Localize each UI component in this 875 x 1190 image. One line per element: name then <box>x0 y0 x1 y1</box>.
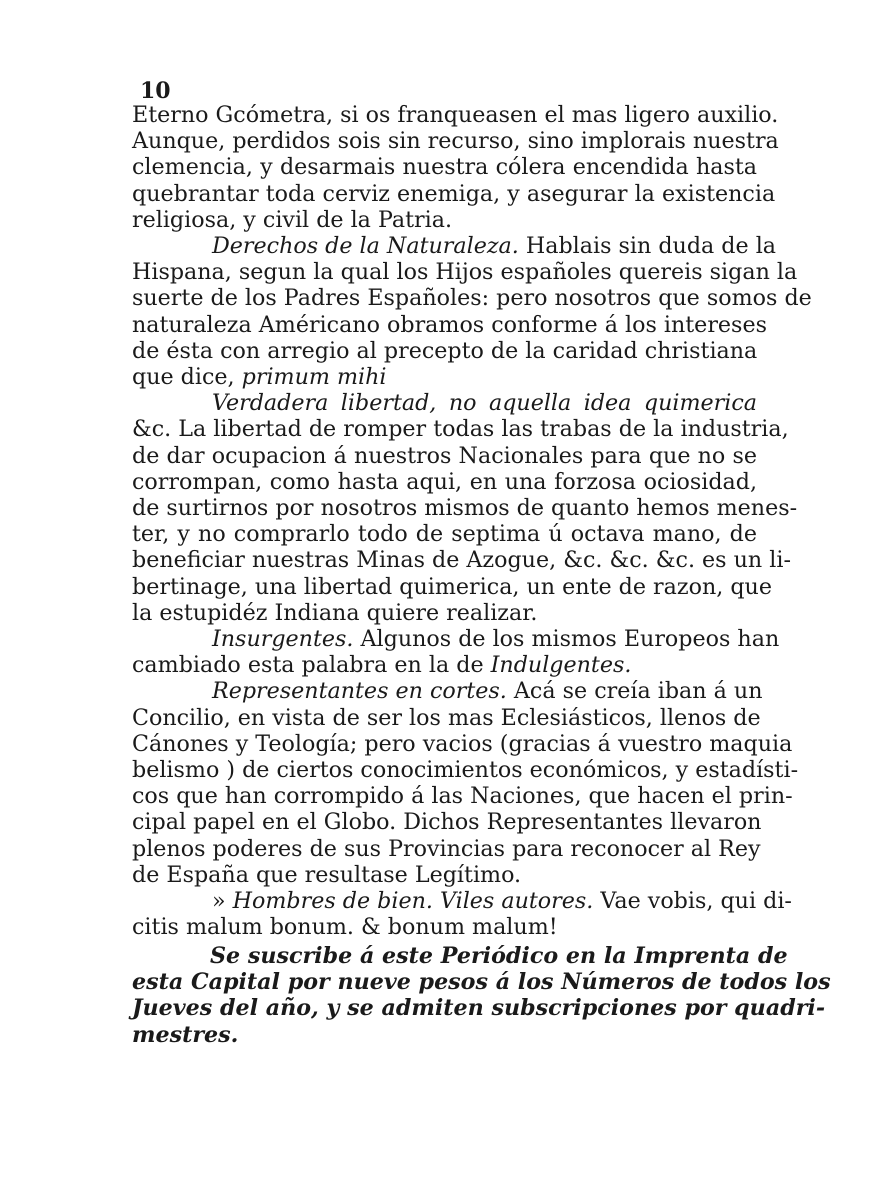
text-line <box>132 495 798 522</box>
text-run: Acá se creía iban á un <box>506 678 763 705</box>
text-line <box>132 102 779 128</box>
text-line <box>132 626 780 653</box>
text-run: Eterno Gcómetra, si os franqueasen el mas ligero auxilio. <box>132 102 779 128</box>
text-run: cambiado esta palabra en la de <box>132 652 491 679</box>
text-line <box>132 547 791 574</box>
text-run: citis malum bonum. & bonum malum! <box>132 914 558 941</box>
text-line <box>132 233 777 260</box>
text-line <box>132 652 757 678</box>
notice-line: mestres. <box>132 1021 239 1048</box>
text-line <box>132 888 792 915</box>
text-line <box>132 783 793 810</box>
subscription-notice <box>132 943 831 1048</box>
body-text <box>132 102 812 941</box>
text-run: Algunos de los mismos Europeos han <box>353 626 780 653</box>
text-line <box>132 390 757 416</box>
text-run: belismo ) de ciertos conocimientos económicos, y estadísti- <box>132 757 799 784</box>
page-number: 10 <box>140 78 171 104</box>
text-run: beneficiar nuestras Minas de Azogue, &c. &c. &c. es un li- <box>132 547 791 574</box>
text-run: quebrantar toda cerviz enemiga, y asegurar la existencia <box>132 180 776 207</box>
text-line <box>132 338 757 364</box>
text-run: cipal papel en el Globo. Dichos Representantes llevaron <box>132 809 762 836</box>
text-line <box>132 180 776 207</box>
text-run: de surtirnos por nosotros mismos de quanto hemos menes- <box>132 495 798 522</box>
text-run: de España que resultase Legítimo. <box>132 861 522 888</box>
text-run: Cánones y Teología; pero vacios (gracias á vuestro maquia <box>132 730 793 757</box>
text-run: de ésta con arregio al precepto de la caridad christiana <box>132 337 758 364</box>
notice-line: Se suscribe á este Periódico en la Imprenta de <box>210 943 788 969</box>
text-run: bertinage, una libertad quimerica, un ente de razon, que <box>132 573 772 600</box>
text-line <box>132 259 798 286</box>
text-run: corrompan, como hasta aqui, en una forzosa ociosidad, <box>132 468 757 495</box>
text-line <box>132 757 799 784</box>
italic-phrase: Insurgentes. <box>212 626 354 653</box>
italic-phrase: Indulgentes. <box>490 652 632 679</box>
text-run: cos que han corrompido á las Naciones, que hacen el prin- <box>132 783 793 810</box>
text-line <box>132 416 789 443</box>
italic-phrase: Derechos de la Naturaleza. <box>212 233 519 260</box>
notice-line: esta Capital por nueve pesos á los Números de todos los <box>132 969 831 996</box>
text-line <box>132 862 757 888</box>
italic-phrase: Hombres de bien. Viles autores. <box>232 888 594 915</box>
italic-phrase: Representantes en cortes. <box>212 678 507 705</box>
text-run: religiosa, y civil de la Patria. <box>132 206 453 233</box>
text-run: clemencia, y desarmais nuestra cólera encendida hasta <box>132 154 757 181</box>
text-run: naturaleza Américano obramos conforme á los intereses <box>132 311 767 338</box>
text-run: Concilio, en vista de ser los mas Eclesiásticos, llenos de <box>132 704 761 731</box>
text-line <box>132 730 793 757</box>
text-run: de dar ocupacion á nuestros Nacionales para que no se <box>132 442 757 469</box>
text-line <box>132 678 763 705</box>
text-line <box>132 469 757 495</box>
text-run: Hispana, segun la qual los Hijos españoles quereis sigan la <box>132 259 798 286</box>
text-run: ter, y no comprarlo todo de septima ú octava mano, de <box>132 521 757 548</box>
notice-line: Jueves del año, y se admiten subscripciones por quadri- <box>132 995 826 1022</box>
text-line <box>132 128 779 155</box>
text-line <box>132 573 772 600</box>
text-run: » <box>212 888 233 915</box>
text-run: suerte de los Padres Españoles: pero nosotros que somos de <box>132 285 812 312</box>
text-line <box>132 600 757 626</box>
italic-phrase: primum mihi <box>241 364 387 391</box>
text-run: Aunque, perdidos sois sin recurso, sino implorais nuestra <box>132 128 779 155</box>
text-run: plenos poderes de sus Provincias para reconocer al Rey <box>132 835 761 862</box>
text-run: la estupidéz Indiana quiere realizar. <box>132 599 538 626</box>
italic-phrase: Verdadera libertad, no aquella idea quimerica <box>212 390 757 417</box>
text-run: Hablais sin duda de la <box>518 233 777 260</box>
text-line <box>132 364 757 390</box>
text-line <box>132 914 757 940</box>
text-line <box>132 809 762 836</box>
text-line <box>132 835 761 862</box>
text-line <box>132 443 757 469</box>
text-line <box>132 521 757 547</box>
text-line <box>132 704 761 731</box>
text-line <box>132 311 767 338</box>
text-line <box>132 207 757 233</box>
text-run: Vae vobis, qui di- <box>593 888 792 915</box>
text-line <box>132 285 812 312</box>
text-run: que dice, <box>132 364 242 391</box>
text-line <box>132 154 757 180</box>
text-run: &c. La libertad de romper todas las trabas de la industria, <box>132 416 789 443</box>
